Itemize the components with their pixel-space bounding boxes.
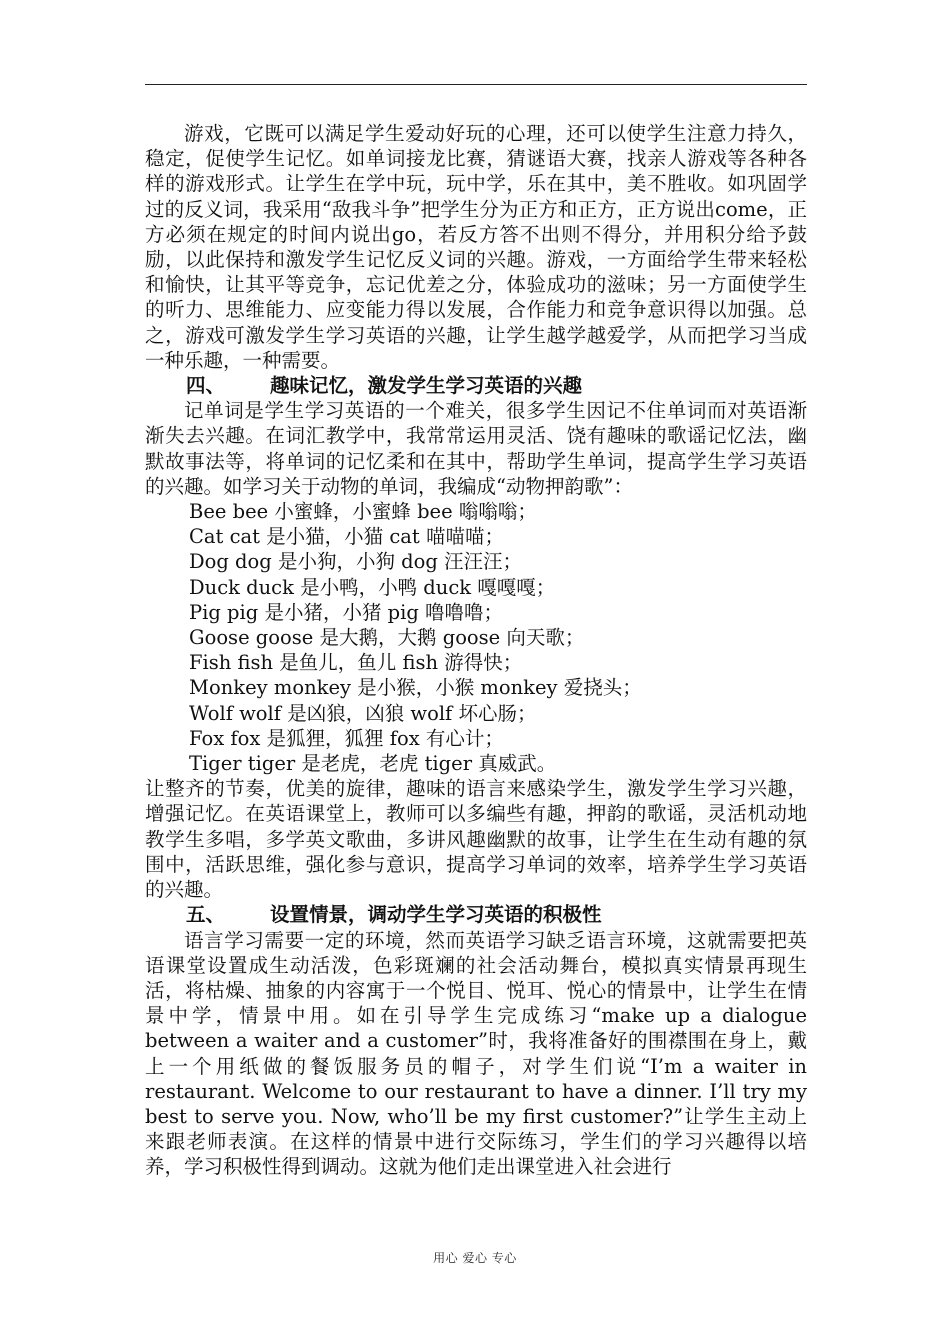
poem-line: Goose goose 是大鹅，大鹅 goose 向天歌； xyxy=(189,626,585,650)
poem-line: Tiger tiger 是老虎，老虎 tiger 真威武。 xyxy=(189,752,557,776)
poem-line: Pig pig 是小猪，小猪 pig 噜噜噜； xyxy=(189,600,504,624)
section-heading-4 xyxy=(145,373,807,398)
header-rule xyxy=(145,84,807,85)
section-number: 五、 xyxy=(186,903,226,927)
poem-line: Duck duck 是小鸭，小鸭 duck 嘎嘎嘎； xyxy=(189,575,556,599)
paragraph-scenario: 语言学习需要一定的环境，然而英语学习缺乏语言环境，这就需要把英语课堂设置成生动活泼，色彩斑斓的社会活动舞台，模拟真实情景再现生活，将枯燥、抽象的内容寓于一个悦目、悦耳、悦心的情景中，让学生在情景中学，情景中用。如在引导学生完成练习“make up a dialogue between a waiter and a customer”时，我将准备好的围襟围在身上，戴上一个用纸做的餐饭服务员的帽子，对学生们说“I’m a waiter in restaurant. Welcome to our restaurant to have a dinner. I’ll try my best to serve you. Now, who’ll be my first customer?”让学生主动上来跟老师表演。在这样的情景中进行交际练习，学生们的学习兴趣得以培养，学习积极性得到调动。这就为他们走出课堂进入社会进行 xyxy=(145,928,807,1179)
paragraph-games: 游戏，它既可以满足学生爱动好玩的心理，还可以使学生注意力持久，稳定，促使学生记忆。如单词接龙比赛，猜谜语大赛，找亲人游戏等各种各样的游戏形式。让学生在学中玩，玩中学，乐在其中，美不胜收。如巩固学过的反义词，我采用“敌我斗争”把学生分为正方和正方，正方说出come，正方必须在规定的时间内说出go，若反方答不出则不得分，并用积分给予鼓励，以此保持和激发学生记忆反义词的兴趣。游戏，一方面给学生带来轻松和愉快，让其平等竞争，忘记优差之分，体验成功的滋味；另一方面使学生的听力、思维能力、应变能力得以发展，合作能力和竞争意识得以加强。总之，游戏可激发学生学习英语的兴趣，让学生越学越爱学，从而把学习当成一种乐趣，一种需要。 xyxy=(145,122,807,372)
poem-line: Fox fox 是狐狸，狐狸 fox 有心计； xyxy=(189,726,504,750)
section-number: 四、 xyxy=(186,374,226,398)
poem-line: Fish fish 是鱼儿，鱼儿 fish 游得快； xyxy=(189,651,523,675)
poem-line: Cat cat 是小猫，小猫 cat 喵喵喵； xyxy=(189,525,504,549)
animal-rhyme xyxy=(145,499,807,776)
poem-line: Wolf wolf 是凶狼，凶狼 wolf 坏心肠； xyxy=(189,701,537,725)
paragraph-memory: 记单词是学生学习英语的一个难关，很多学生因记不住单词而对英语渐渐失去兴趣。在词汇教学中，我常常运用灵活、饶有趣味的歌谣记忆法，幽默故事法等，将单词的记忆柔和在其中，帮助学生单词，提高学生学习英语的兴趣。如学习关于动物的单词，我编成“动物押韵歌”： xyxy=(145,399,807,498)
poem-line: Bee bee 小蜜蜂，小蜜蜂 bee 嗡嗡嗡； xyxy=(189,500,537,524)
poem-line: Monkey monkey 是小猴，小猴 monkey 爱挠头； xyxy=(189,676,642,700)
page-footer: 用心 爱心 专心 xyxy=(433,1251,517,1265)
section-title: 设置情景，调动学生学习英语的积极性 xyxy=(270,903,602,927)
section-heading-5 xyxy=(145,902,807,927)
section-title: 趣味记忆，激发学生学习英语的兴趣 xyxy=(270,374,583,398)
document-body xyxy=(145,121,807,1180)
paragraph-rhythm: 让整齐的节奏，优美的旋律，趣味的语言来感染学生，激发学生学习兴趣，增强记忆。在英语课堂上，教师可以多编些有趣，押韵的歌谣，灵活机动地教学生多唱，多学英文歌曲，多讲风趣幽默的故事，让学生在生动有趣的氛围中，活跃思维，强化参与意识，提高学习单词的效率，培养学生学习英语的兴趣。 xyxy=(145,777,807,902)
poem-line: Dog dog 是小狗，小狗 dog 汪汪汪； xyxy=(189,550,523,574)
